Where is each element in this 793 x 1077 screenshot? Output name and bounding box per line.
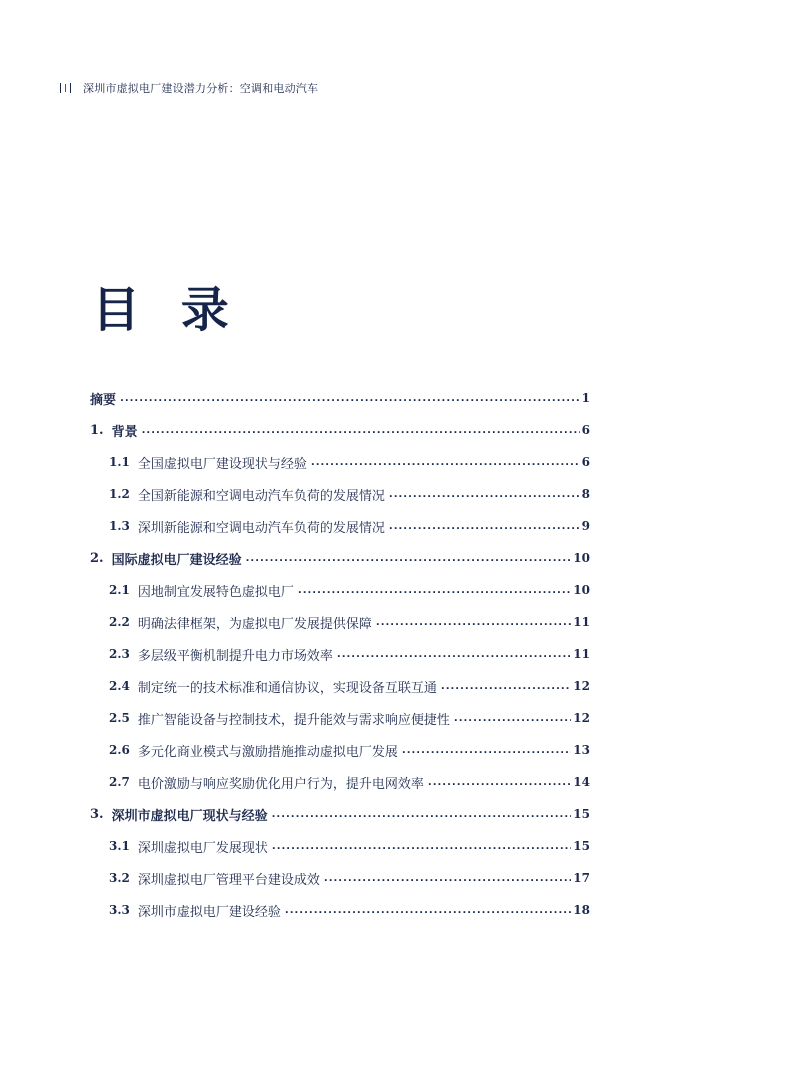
toc-entry[interactable] bbox=[90, 862, 590, 894]
toc-page-number: 10 bbox=[573, 551, 590, 565]
divider-mark bbox=[65, 84, 66, 92]
toc-entry-number: 3. bbox=[90, 806, 104, 822]
toc-entry[interactable] bbox=[90, 670, 590, 702]
toc-entry[interactable] bbox=[90, 894, 590, 926]
toc-dot-leader bbox=[120, 392, 580, 405]
toc-entry-title: 摘要 bbox=[90, 392, 117, 408]
toc-page-number: 11 bbox=[573, 647, 590, 661]
toc-entry-title: 深圳市虚拟电厂现状与经验 bbox=[111, 808, 268, 824]
toc-entry-number: 1.3 bbox=[109, 519, 130, 533]
toc-entry[interactable] bbox=[90, 734, 590, 766]
toc-dot-leader bbox=[272, 808, 572, 821]
toc-dot-leader bbox=[428, 776, 571, 789]
toc-dot-leader bbox=[402, 744, 571, 757]
toc-entry-number: 2.6 bbox=[109, 743, 130, 757]
toc-entry[interactable] bbox=[90, 638, 590, 670]
toc-dot-leader bbox=[311, 456, 580, 469]
toc-entry-title: 多元化商业模式与激励措施推动虚拟电厂发展 bbox=[137, 744, 398, 760]
toc-dot-leader bbox=[298, 584, 571, 597]
document-title: 深圳市虚拟电厂建设潜力分析：空调和电动汽车 bbox=[83, 82, 319, 95]
toc-entry[interactable] bbox=[90, 606, 590, 638]
toc-entry-number: 2.3 bbox=[109, 647, 130, 661]
toc-entry[interactable] bbox=[90, 478, 590, 510]
toc-page-number: 6 bbox=[581, 455, 590, 469]
header-divider-marks bbox=[60, 83, 71, 93]
toc-entry-title: 深圳虚拟电厂管理平台建设成效 bbox=[137, 872, 320, 888]
toc-entry[interactable] bbox=[90, 414, 590, 446]
toc-entry-number: 2.4 bbox=[109, 679, 130, 693]
toc-entry-number: 1.2 bbox=[109, 487, 130, 501]
toc-entry-number: 2.5 bbox=[109, 711, 130, 725]
toc-entry-title: 制定统一的技术标准和通信协议，实现设备互联互通 bbox=[137, 680, 437, 696]
toc-entry-number: 2.7 bbox=[109, 775, 130, 789]
toc-entry-title: 全国虚拟电厂建设现状与经验 bbox=[137, 456, 307, 472]
toc-page-number: 18 bbox=[573, 903, 590, 917]
toc-entry[interactable] bbox=[90, 798, 590, 830]
toc-dot-leader bbox=[441, 680, 571, 693]
toc-entry-title: 电价激励与响应奖励优化用户行为，提升电网效率 bbox=[137, 776, 424, 792]
toc-page-number: 6 bbox=[581, 423, 590, 437]
toc-dot-leader bbox=[324, 872, 571, 885]
toc-entry-title: 多层级平衡机制提升电力市场效率 bbox=[137, 648, 333, 664]
divider-mark bbox=[60, 83, 61, 93]
toc-page-number: 15 bbox=[573, 839, 590, 853]
running-header bbox=[60, 80, 318, 96]
page-title: 目 录 bbox=[92, 282, 241, 338]
toc-entry-number: 2. bbox=[90, 550, 104, 566]
toc-entry-title: 推广智能设备与控制技术，提升能效与需求响应便捷性 bbox=[137, 712, 450, 728]
toc-page-number: 9 bbox=[581, 519, 590, 533]
toc-entry[interactable] bbox=[90, 542, 590, 574]
toc-entry-title: 深圳市虚拟电厂建设经验 bbox=[137, 904, 281, 920]
toc-entry[interactable] bbox=[90, 574, 590, 606]
toc-page-number: 12 bbox=[573, 711, 590, 725]
toc-entry-number: 2.1 bbox=[109, 583, 130, 597]
toc-dot-leader bbox=[376, 616, 571, 629]
divider-mark bbox=[70, 83, 71, 93]
toc-dot-leader bbox=[142, 424, 580, 437]
toc-entry-number: 3.3 bbox=[109, 903, 130, 917]
toc-dot-leader bbox=[454, 712, 571, 725]
toc-entry-title: 因地制宜发展特色虚拟电厂 bbox=[137, 584, 294, 600]
toc-dot-leader bbox=[337, 648, 571, 661]
toc-entry[interactable] bbox=[90, 766, 590, 798]
toc-entry-title: 深圳新能源和空调电动汽车负荷的发展情况 bbox=[137, 520, 385, 536]
toc-page-number: 15 bbox=[573, 807, 590, 821]
toc-entry-number: 3.1 bbox=[109, 839, 130, 853]
toc-dot-leader bbox=[389, 520, 580, 533]
toc-page-number: 17 bbox=[573, 871, 590, 885]
toc-entry[interactable] bbox=[90, 510, 590, 542]
toc-dot-leader bbox=[272, 840, 571, 853]
toc-entry[interactable] bbox=[90, 702, 590, 734]
toc-entry-title: 明确法律框架，为虚拟电厂发展提供保障 bbox=[137, 616, 372, 632]
toc-dot-leader bbox=[285, 904, 571, 917]
toc-page-number: 1 bbox=[581, 391, 590, 405]
toc-entry-title: 全国新能源和空调电动汽车负荷的发展情况 bbox=[137, 488, 385, 504]
toc-entry-number: 1. bbox=[90, 422, 104, 438]
toc-page-number: 8 bbox=[581, 487, 590, 501]
toc-entry[interactable] bbox=[90, 446, 590, 478]
toc-entry-number: 3.2 bbox=[109, 871, 130, 885]
table-of-contents bbox=[90, 382, 590, 926]
toc-page-number: 12 bbox=[573, 679, 590, 693]
toc-entry[interactable] bbox=[90, 382, 590, 414]
toc-dot-leader bbox=[246, 552, 572, 565]
toc-page-number: 11 bbox=[573, 615, 590, 629]
toc-entry-number: 2.2 bbox=[109, 615, 130, 629]
toc-entry[interactable] bbox=[90, 830, 590, 862]
toc-dot-leader bbox=[389, 488, 580, 501]
toc-entry-title: 背景 bbox=[111, 424, 138, 440]
toc-page-number: 13 bbox=[573, 743, 590, 757]
toc-page-number: 10 bbox=[573, 583, 590, 597]
toc-page-number: 14 bbox=[573, 775, 590, 789]
toc-entry-title: 深圳虚拟电厂发展现状 bbox=[137, 840, 268, 856]
toc-entry-title: 国际虚拟电厂建设经验 bbox=[111, 552, 242, 568]
toc-entry-number: 1.1 bbox=[109, 455, 130, 469]
